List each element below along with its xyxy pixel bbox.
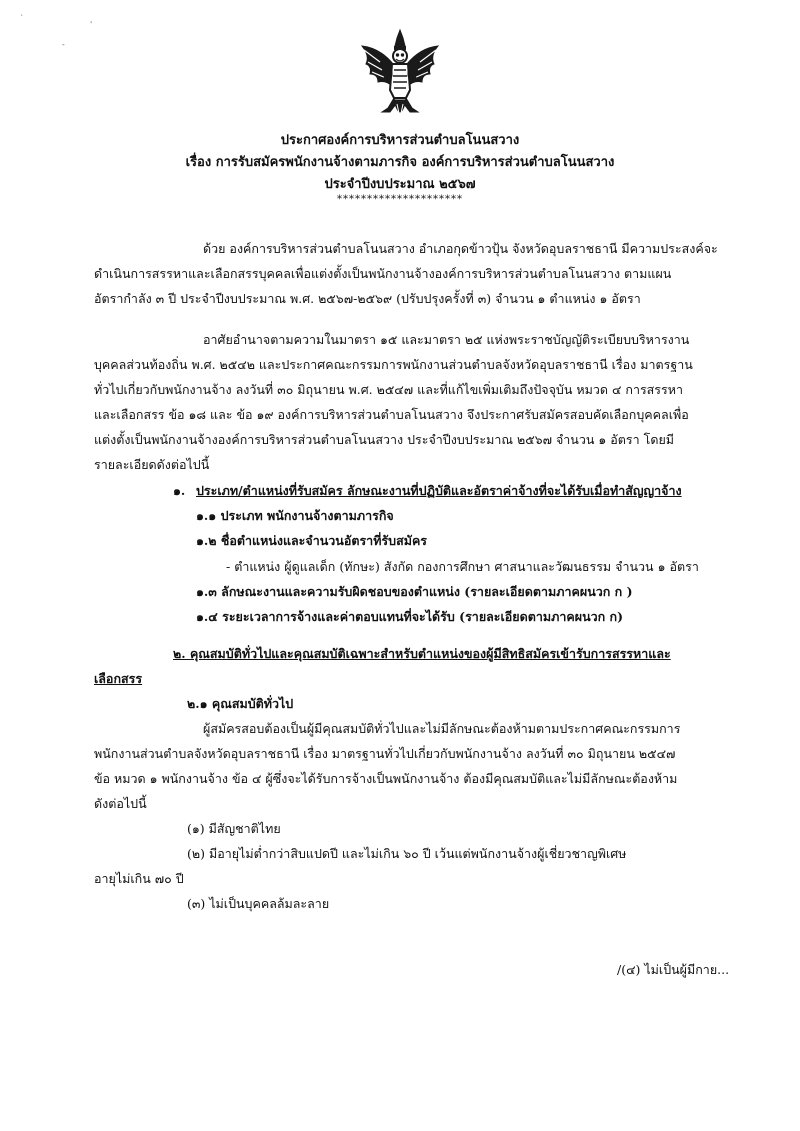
qualification-para-line: ดังต่อไปนี้: [94, 796, 147, 811]
section-1-title: ประเภท/ตำแหน่งที่รับสมัคร ลักษณะงานที่ปฏิบัติและอัตราค่าจ้างที่จะได้รับเมื่อทำสัญญาจ้าง: [196, 483, 682, 498]
qualification-para-line: พนักงานส่วนตำบลจังหวัดอุบลราชธานี เรื่อง มาตรฐานทั่วไปเกี่ยวกับพนักงานจ้าง ลงวันที่ ๓๐ มิถุนายน ๒๕๔๗: [94, 746, 676, 761]
authority-line: แต่งตั้งเป็นพนักงานจ้างองค์การบริหารส่วนตำบลโนนสวาง ประจำปีงบประมาณ ๒๕๖๗ จำนวน ๑ อัตรา โดยมี: [94, 432, 675, 447]
section-1-4: ๑.๔ ระยะเวลาการจ้างและค่าตอบแทนที่จะได้รับ (รายละเอียดตามภาคผนวก ก): [196, 609, 624, 624]
authority-line: อาศัยอำนาจตามความในมาตรา ๑๕ และมาตรา ๒๕ แห่งพระราชบัญญัติระเบียบบริหารงาน: [203, 332, 690, 347]
announcement-title: ประกาศองค์การบริหารส่วนตำบลโนนสวาง: [280, 133, 520, 148]
section-1-1: ๑.๑ ประเภท พนักงานจ้างตามภารกิจ: [196, 508, 394, 523]
continuation-marker: /(๔) ไม่เป็นผู้มีกาย...: [617, 962, 730, 977]
authority-line: ทั่วไปเกี่ยวกับพนักงานจ้าง ลงวันที่ ๓๐ มิถุนายน พ.ศ. ๒๕๔๗ และที่แก้ไขเพิ่มเติมถึงปัจจุบัน หมวด ๔ การสรรหา: [94, 382, 683, 397]
position-line: - ตำแหน่ง ผู้ดูแลเด็ก (ทักษะ) สังกัด กองการศึกษา ศาสนาและวัฒนธรรม จำนวน ๑ อัตรา: [226, 559, 699, 574]
section-1-2: ๑.๒ ชื่อตำแหน่งและจำนวนอัตราที่รับสมัคร: [196, 533, 428, 548]
fiscal-year: ประจำปีงบประมาณ ๒๕๖๗: [324, 177, 476, 192]
section-2-title-cont: เลือกสรร: [94, 671, 143, 686]
intro-line: ดำเนินการสรรหาและเลือกสรรบุคคลเพื่อแต่งตั้งเป็นพนักงานจ้างองค์การบริหารส่วนตำบลโนนสวาง ตามแผน: [94, 266, 672, 281]
qualification-para-line: ข้อ หมวด ๑ พนักงานจ้าง ข้อ ๔ ผู้ซึ่งจะได้รับการจ้างเป็นพนักงานจ้าง ต้องมีคุณสมบัติและไม่มีลักษณะต้องห้าม: [94, 771, 678, 786]
qualification-item-cont: อายุไม่เกิน ๗๐ ปี: [94, 871, 184, 886]
authority-line: และเลือกสรร ข้อ ๑๘ และ ข้อ ๑๙ องค์การบริหารส่วนตำบลโนนสวาง จึงประกาศรับสมัครสอบคัดเลือกบุคคลเพื่อ: [94, 407, 689, 422]
authority-line: บุคคลส่วนท้องถิ่น พ.ศ. ๒๕๔๒ และประกาศคณะกรรมการพนักงานส่วนตำบลจังหวัดอุบลราชธานี เรื่อง มาตรฐาน: [94, 357, 693, 372]
scan-speck: -: [62, 40, 65, 49]
scan-speck: `: [20, 14, 24, 23]
qualification-item: (๑) มีสัญชาติไทย: [187, 821, 281, 836]
qualification-item: (๓) ไม่เป็นบุคคลล้มละลาย: [187, 896, 330, 911]
separator-stars: *********************: [337, 194, 463, 205]
qualification-para-line: ผู้สมัครสอบต้องเป็นผู้มีคุณสมบัติทั่วไปและไม่มีลักษณะต้องห้ามตามประกาศคณะกรรมการ: [203, 721, 681, 736]
section-1-3: ๑.๓ ลักษณะงานและความรับผิดชอบของตำแหน่ง (รายละเอียดตามภาคผนวก ก ): [196, 584, 633, 599]
intro-line: อัตรากำลัง ๓ ปี ประจำปีงบประมาณ พ.ศ. ๒๕๖๗-๒๕๖๙ (ปรับปรุงครั้งที่ ๓) จำนวน ๑ ตำแหน่ง ๑ อัตรา: [94, 291, 641, 306]
section-1-number: ๑.: [173, 483, 186, 498]
announcement-subject: เรื่อง การรับสมัครพนักงานจ้างตามภารกิจ องค์การบริหารส่วนตำบลโนนสวาง: [185, 155, 615, 170]
garuda-emblem-icon: [350, 28, 450, 126]
qualification-item: (๒) มีอายุไม่ต่ำกว่าสิบแปดปี และไม่เกิน ๖๐ ปี เว้นแต่พนักงานจ้างผู้เชี่ยวชาญพิเศษ: [187, 846, 627, 861]
section-2-1: ๒.๑ คุณสมบัติทั่วไป: [187, 696, 294, 711]
section-2-title: ๒. คุณสมบัติทั่วไปและคุณสมบัติเฉพาะสำหรับตำแหน่งของผู้มีสิทธิสมัครเข้ารับการสรรหาและ: [173, 646, 671, 661]
authority-line: รายละเอียดดังต่อไปนี้: [94, 457, 210, 472]
intro-line: ด้วย องค์การบริหารส่วนตำบลโนนสวาง อำเภอกุดข้าวปุ้น จังหวัดอุบลราชธานี มีความประสงค์จะ: [203, 241, 718, 256]
scan-speck: ': [90, 20, 93, 29]
